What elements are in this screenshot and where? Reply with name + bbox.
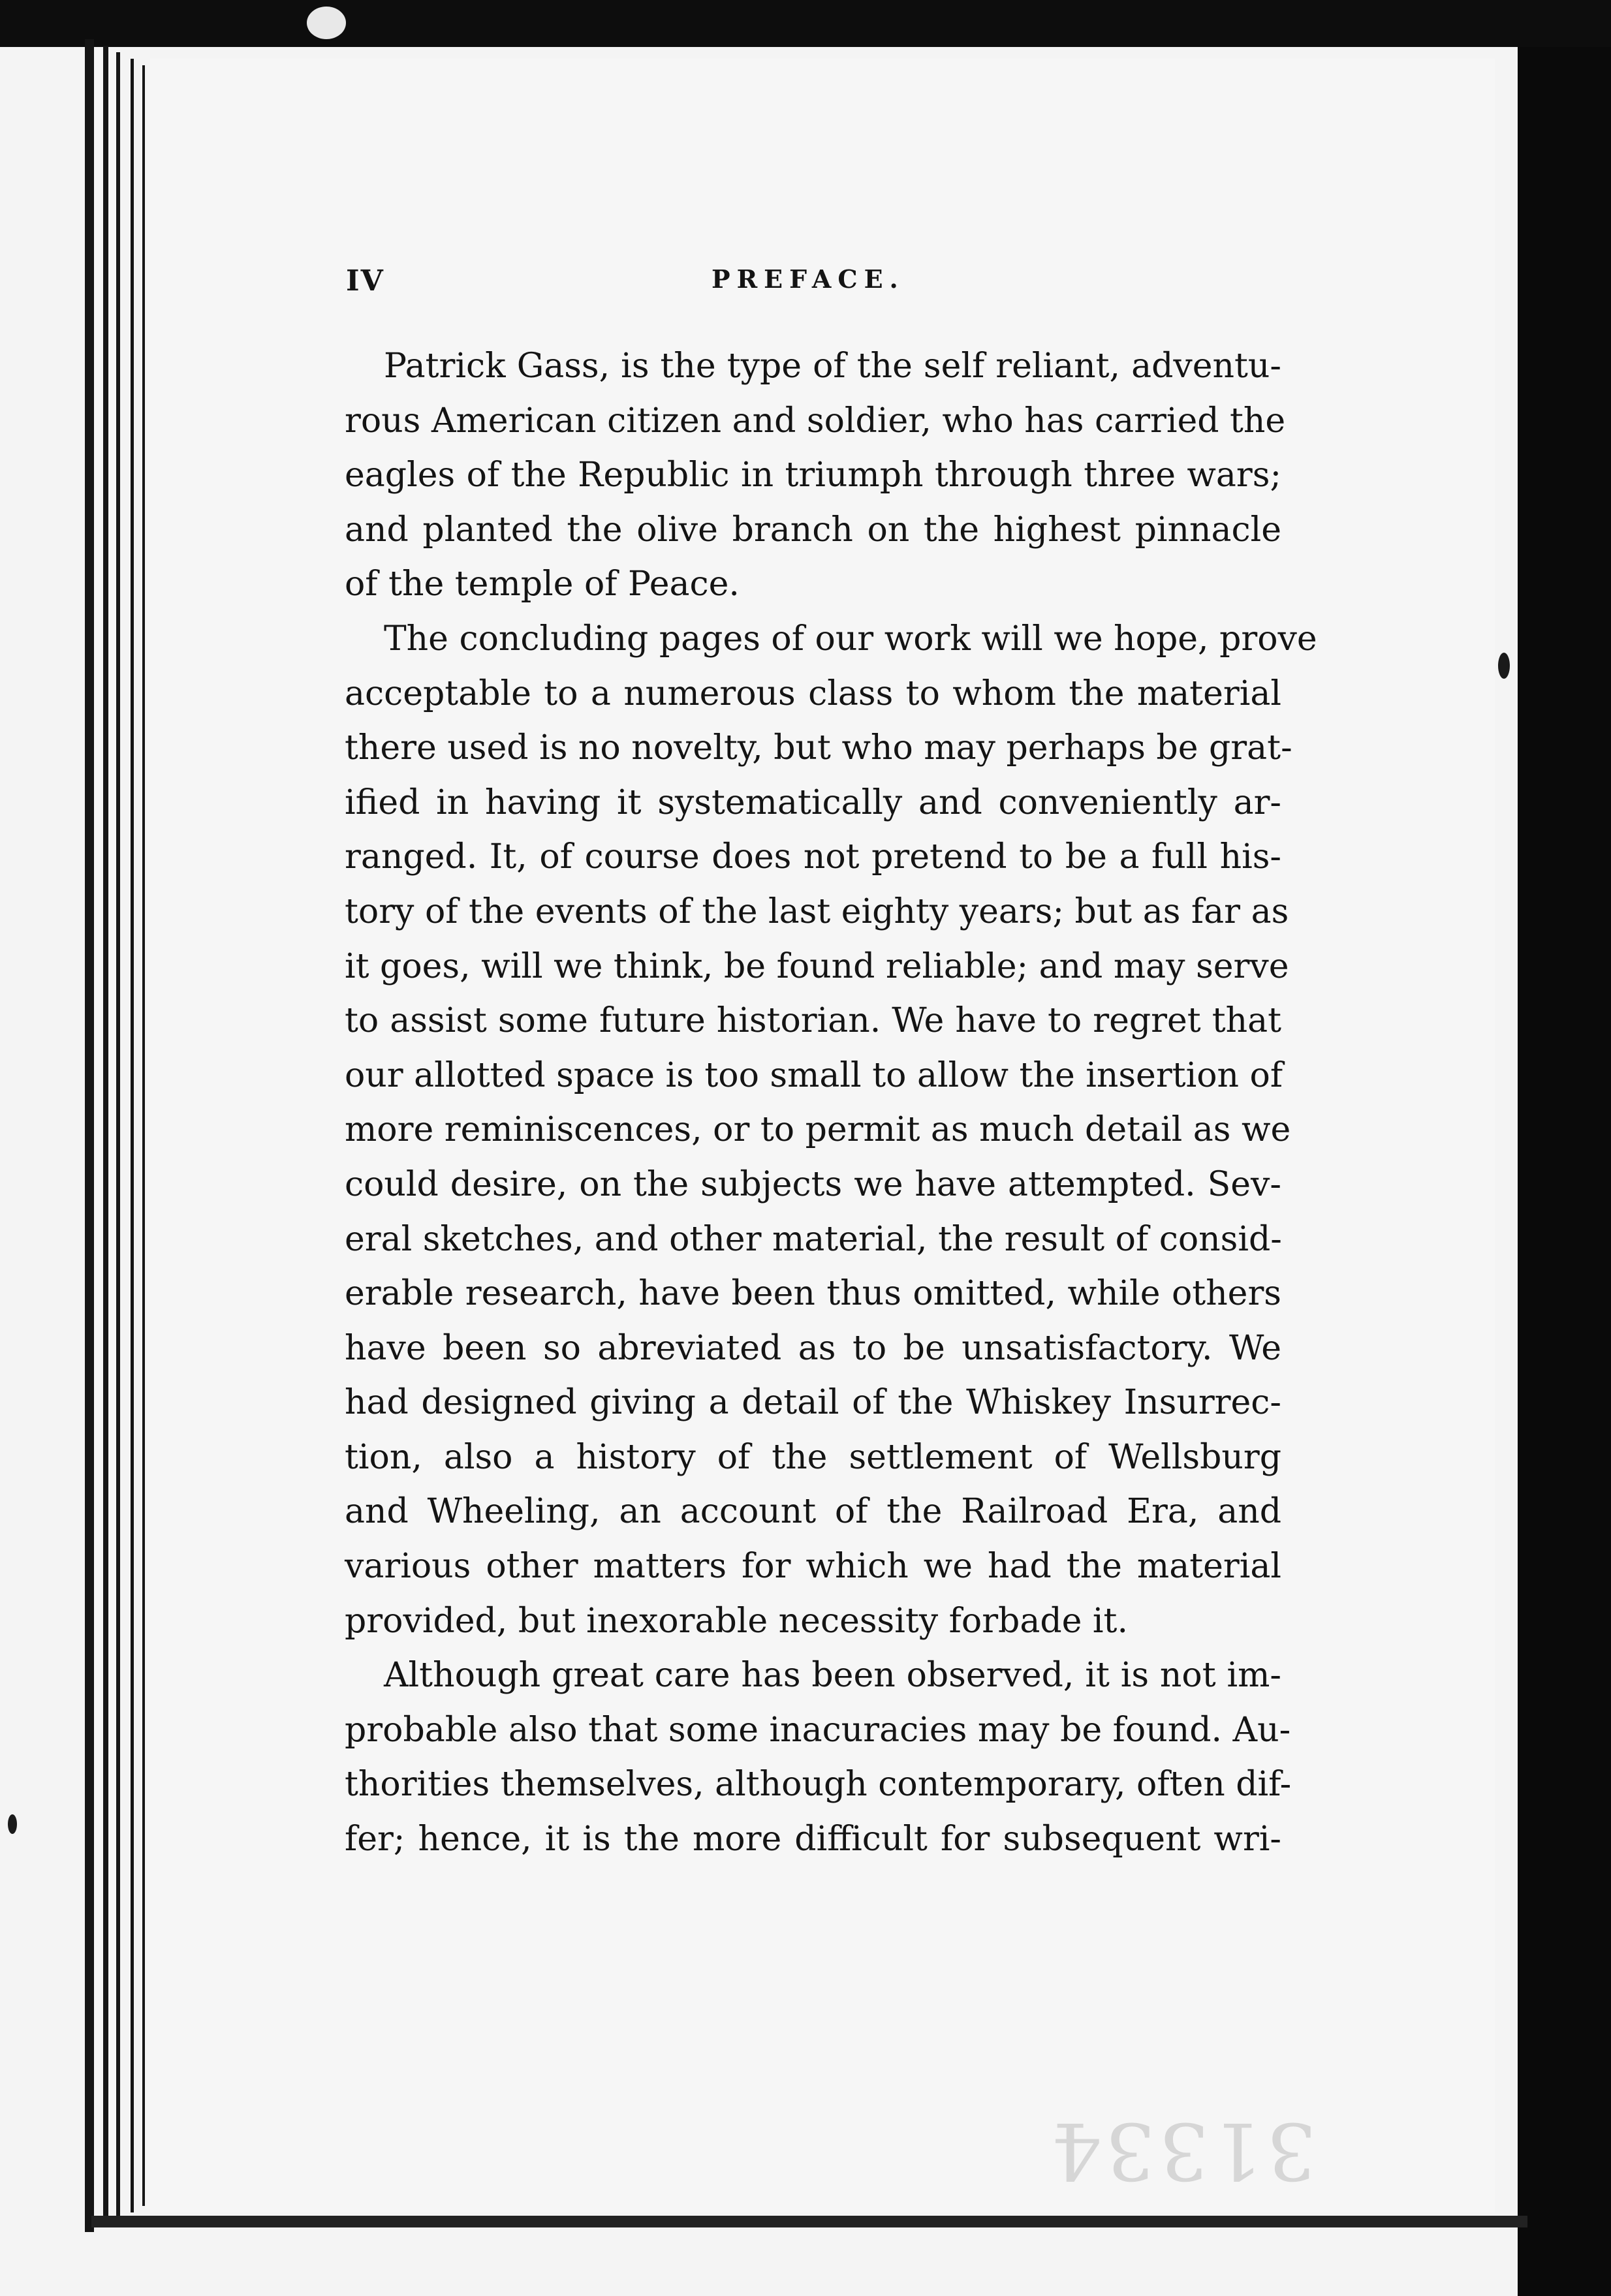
page-edge bbox=[142, 65, 145, 2206]
text-line: eagles of the Republic in triumph through three wars; bbox=[345, 456, 1281, 495]
text-line: The concluding pages of our work will we hope, prove bbox=[384, 619, 1317, 659]
scan-right-border bbox=[1518, 47, 1611, 2296]
text-line: Although great care has been observed, it is not im- bbox=[384, 1656, 1281, 1696]
text-line: there used is no novelty, but who may perhaps be grat- bbox=[345, 728, 1292, 768]
text-line: more reminiscences, or to permit as much detail as we bbox=[345, 1110, 1291, 1150]
text-line: acceptable to a numerous class to whom the material bbox=[345, 674, 1281, 713]
scan-smudge bbox=[307, 7, 346, 39]
text-line: various other matters for which we had the material bbox=[345, 1547, 1281, 1587]
text-line: have been so abreviated as to be unsatisfactory. We bbox=[345, 1328, 1281, 1368]
text-line: and Wheeling, an account of the Railroad Era, and bbox=[345, 1492, 1281, 1532]
text-line: thorities themselves, although contemporary, often dif- bbox=[345, 1765, 1292, 1805]
body-text bbox=[345, 339, 1317, 1867]
paragraph bbox=[345, 1649, 1292, 1867]
text-line: ified in having it systematically and conveniently ar- bbox=[345, 783, 1281, 822]
text-line: erable research, have been thus omitted, while others bbox=[345, 1274, 1281, 1314]
text-line: of the temple of Peace. bbox=[345, 565, 740, 604]
scan-smudge bbox=[8, 1814, 17, 1834]
text-line: and planted the olive branch on the highest pinnacle bbox=[345, 510, 1281, 550]
page-edge bbox=[116, 52, 120, 2219]
scan-bottom-border bbox=[91, 2216, 1527, 2227]
paragraph bbox=[345, 612, 1317, 1649]
text-line: could desire, on the subjects we have attempted. Sev- bbox=[345, 1164, 1281, 1204]
scan-smudge bbox=[1498, 653, 1510, 679]
text-line: it goes, will we think, be found reliable; and may serve bbox=[345, 946, 1289, 986]
text-line: provided, but inexorable necessity forbade it. bbox=[345, 1601, 1128, 1641]
page-header bbox=[346, 264, 1279, 303]
page-number: IV bbox=[346, 264, 384, 298]
scan-top-border bbox=[0, 0, 1611, 47]
text-line: fer; hence, it is the more difficult for subsequent wri- bbox=[345, 1820, 1281, 1859]
text-line: to assist some future historian. We have to regret that bbox=[345, 1001, 1281, 1041]
text-line: tory of the events of the last eighty years; but as far as bbox=[345, 892, 1289, 931]
text-line: had designed giving a detail of the Whiskey Insurrec- bbox=[345, 1383, 1281, 1423]
text-line: rous American citizen and soldier, who has carried the bbox=[345, 401, 1286, 441]
library-stamp: 31334 bbox=[1048, 2105, 1317, 2195]
text-line: our allotted space is too small to allow the insertion of bbox=[345, 1055, 1283, 1095]
page-edge bbox=[85, 39, 94, 2232]
text-line: eral sketches, and other material, the result of consid- bbox=[345, 1219, 1282, 1259]
text-line: tion, also a history of the settlement of Wellsburg bbox=[345, 1437, 1281, 1477]
running-head: PREFACE. bbox=[712, 264, 905, 294]
text-line: ranged. It, of course does not pretend to be a full his- bbox=[345, 837, 1281, 877]
text-line: Patrick Gass, is the type of the self reliant, adventu- bbox=[384, 347, 1281, 386]
paragraph bbox=[345, 339, 1286, 612]
page-edge bbox=[103, 46, 108, 2226]
page-edge bbox=[131, 59, 134, 2212]
text-line: probable also that some inacuracies may be found. Au- bbox=[345, 1710, 1291, 1750]
